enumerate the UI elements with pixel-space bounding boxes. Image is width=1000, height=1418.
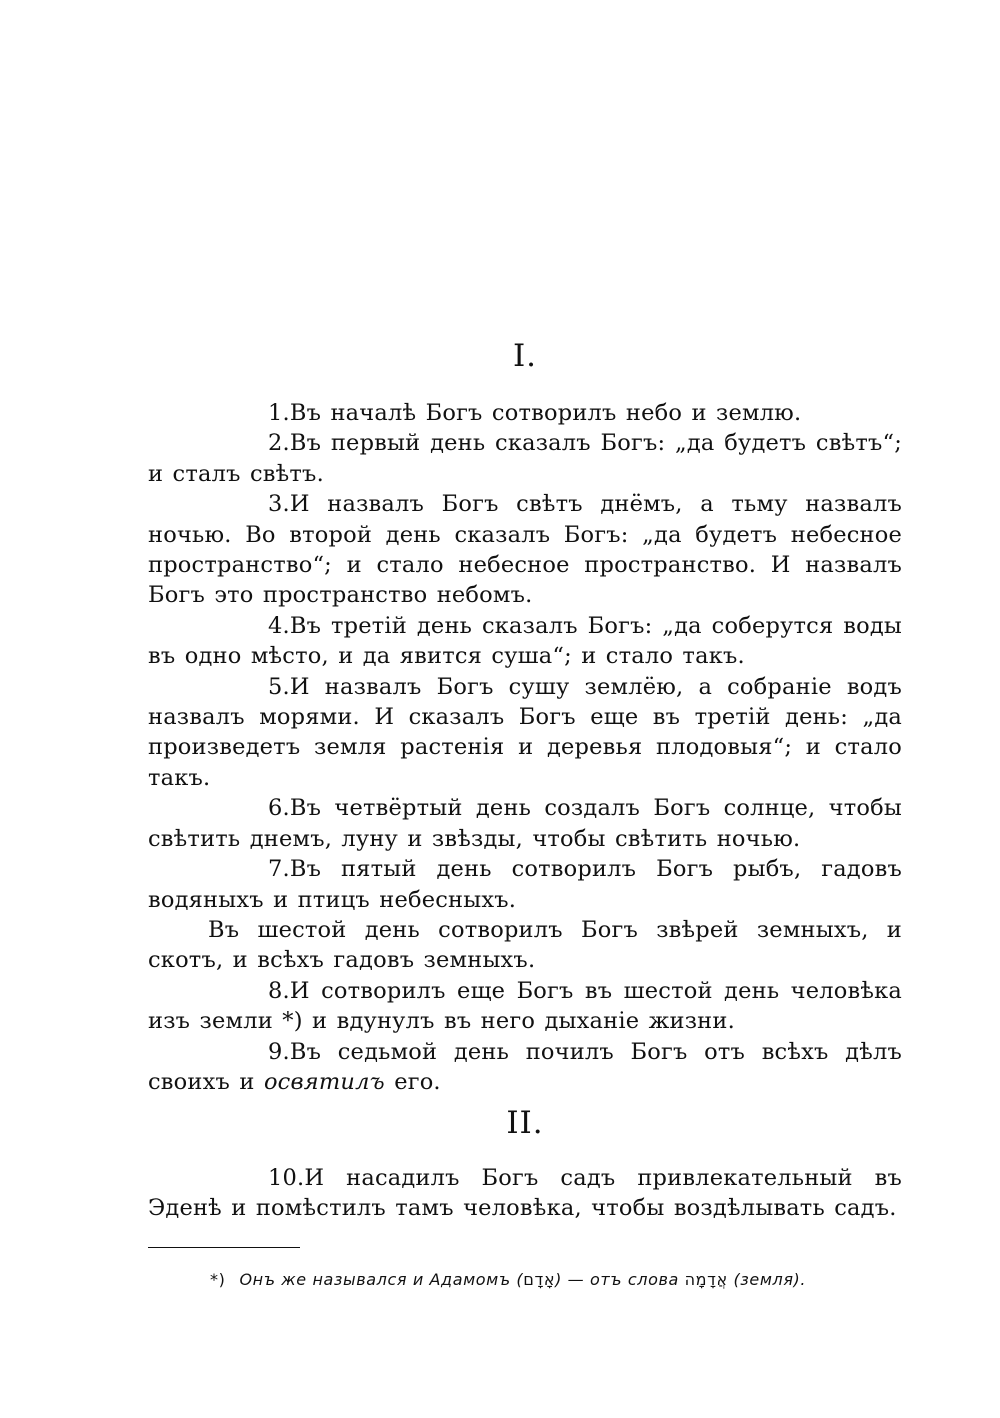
verse-text: Въ седьмой день почилъ Богъ отъ всѣхъ дѣлъ своихъ и	[148, 1038, 902, 1095]
verse-text: Въ четвёртый день создалъ Богъ солнце, чтобы свѣтить днемъ, луну и звѣзды, чтобы свѣтить ночью.	[148, 795, 902, 852]
verse-4	[148, 611, 902, 672]
chapter-2-heading: II.	[506, 1105, 544, 1141]
verse-number: 8.	[268, 977, 290, 1004]
verse-2	[148, 428, 902, 489]
verse-10	[148, 1163, 902, 1224]
verse-number: 5.	[268, 673, 290, 700]
footnote-text: Онъ же назывался и Адамомъ (	[239, 1270, 524, 1289]
verse-text: И назвалъ Богъ сушу землёю, а собраніе водъ назвалъ морями. И сказалъ Богъ еще въ третій день: „да произведетъ земля растенія и деревья плодовыя“; и стало такъ.	[148, 673, 902, 791]
verse-text: И сотворилъ еще Богъ въ шестой день человѣка изъ земли *) и вдунулъ въ него дыханіе жизни.	[148, 977, 902, 1035]
footnote-text-middle: ) — отъ слова	[555, 1270, 679, 1289]
verse-number: 6.	[268, 795, 290, 822]
verse-5	[148, 672, 902, 794]
verse-text: Въ первый день сказалъ Богъ: „да будетъ свѣтъ“; и сталъ свѣтъ.	[148, 430, 902, 487]
verse-text: И назвалъ Богъ свѣтъ днёмъ, а тьму назвалъ ночью. Во второй день сказалъ Богъ: „да будетъ небесное пространство“; и стало небесное пространство. И назвалъ Богъ это пространство небомъ.	[148, 491, 902, 609]
verse-number: 9.	[268, 1038, 290, 1065]
verse-number: 7.	[268, 856, 290, 883]
verse-8	[148, 976, 902, 1037]
chapter-2-text	[148, 1163, 902, 1224]
footnote-divider	[148, 1247, 300, 1248]
verse-number: 1.	[268, 400, 290, 426]
verse-6	[148, 793, 902, 854]
emphasized-word: освятилъ	[263, 1068, 385, 1095]
verse-9	[148, 1037, 902, 1098]
footnote	[210, 1268, 910, 1292]
verse-3	[148, 489, 902, 611]
verse-1	[148, 398, 902, 428]
verse-number: 2.	[268, 430, 290, 457]
verse-text-end: его.	[394, 1068, 441, 1095]
verse-7-continued	[148, 915, 902, 976]
hebrew-word-adam: אָדָם	[523, 1270, 556, 1289]
verse-text: Въ началѣ Богъ сотворилъ небо и землю.	[289, 400, 802, 426]
verse-text: Въ третій день сказалъ Богъ: „да соберутся воды въ одно мѣсто, и да явится суша“; и стало такъ.	[148, 612, 902, 670]
verse-number: 3.	[268, 491, 290, 518]
chapter-1-text	[148, 398, 902, 1097]
hebrew-word-adama: אֲדָמָה	[684, 1270, 728, 1289]
verse-number: 4.	[268, 612, 290, 639]
verse-text: Въ пятый день сотворилъ Богъ рыбъ, гадовъ водяныхъ и птицъ небесныхъ.	[148, 856, 902, 913]
footnote-marker: *)	[210, 1270, 226, 1289]
verse-number: 10.	[268, 1165, 305, 1191]
verse-text: И насадилъ Богъ садъ привлекательный въ Эденѣ и помѣстилъ тамъ человѣка, чтобы воздѣлывать садъ.	[148, 1165, 902, 1222]
verse-text: Въ шестой день сотворилъ Богъ звѣрей земныхъ, и скотъ, и всѣхъ гадовъ земныхъ.	[148, 916, 902, 974]
verse-7	[148, 854, 902, 915]
footnote-text-end: (земля).	[733, 1270, 807, 1289]
chapter-1-heading: I.	[512, 338, 538, 374]
